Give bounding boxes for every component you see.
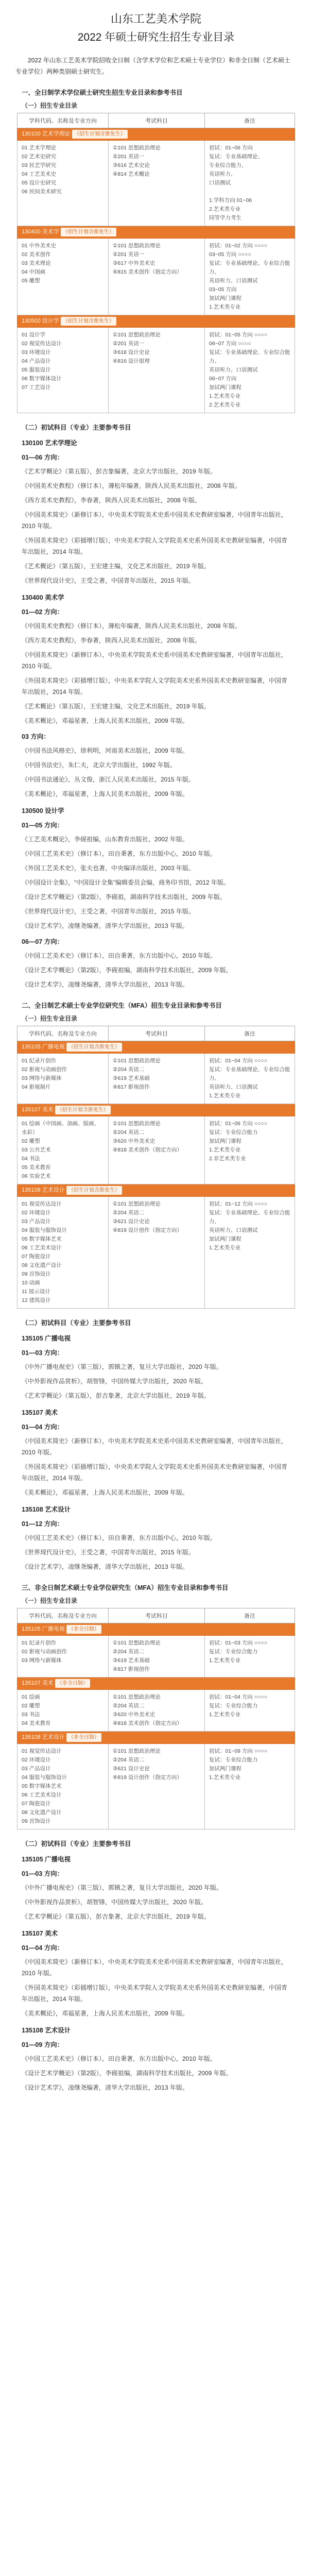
directions-cell: 01 艺术学理论 02 艺术史研究 03 民艺学研究 04 工艺美术史 05 设计史研究 06 民间美术研究 <box>18 141 109 226</box>
reference-book: 《美术概论》，邓福星著，上海人民美术出版社，2009 年版。 <box>22 790 189 798</box>
section-academic <box>11 88 301 990</box>
notes-cell: 初试：01~06 方向 复试：专业基础理论、 专业综合能力、 英语听力、 口语测试 1.学科方向 01~06 2.艺术类专业 同等学力考生 <box>205 141 295 226</box>
reference-book: 《设计艺术学》，凌继尧编著，清华大学出版社，2013 年版。 <box>22 981 189 988</box>
discipline-band-row <box>18 128 295 141</box>
table-header-row <box>18 1026 295 1041</box>
reference-book: 《中国书法风格史》，徐利明，河南美术出版社，2009 年版。 <box>22 747 189 754</box>
discipline-band <box>18 1732 295 1744</box>
reference-book: 《中外广播电视史》（第三版），郭镇之著，复旦大学出版社，2020 年版。 <box>22 1884 223 1891</box>
discipline-tag: （招生计划含推免生） <box>66 1186 122 1195</box>
reference-book: 《美术概论》，邓福星著，上海人民美术出版社，2009 年版。 <box>22 1489 189 1496</box>
discipline-band-row <box>18 1732 295 1744</box>
direction-label: 01—04 方向： <box>22 1423 64 1431</box>
reference-book: 《中国书法通论》，丛文俊，浙江人民美术出版社，2015 年版。 <box>22 776 195 783</box>
reference-book: 《工艺美术概论》，李砚祖编，山东教育出版社，2002 年版。 <box>22 836 189 843</box>
notes-cell: 初试：01~05 方向 ○○○○ 06~07 方向 ○○○○ 复试：专业基础理论、专业综合能力、 英语听力、口语测试 06~07 方向 加试两门课程 1.艺术类专业 2.艺术类专业 <box>205 328 295 413</box>
reference-book: 《设计艺术学》，凌继尧编著，清华大学出版社，2013 年版。 <box>22 2084 189 2091</box>
table-row <box>18 1197 295 1309</box>
directions-cell: 01 视觉传达设计 02 环境设计 03 产品设计 04 服装与服饰设计 05 数字媒体艺术 06 工艺美术设计 07 陶瓷设计 08 文化遗产设计 09 首饰设计 10 动画 11 展示设计 12 建筑设计 <box>18 1197 109 1309</box>
reference-book: 《中国设计全集》，“中国设计全集”编辑委员会编，商务印书馆，2012 年版。 <box>22 879 230 886</box>
table-row <box>18 239 295 315</box>
catalog-table <box>17 1026 295 1309</box>
discipline-band <box>18 315 295 328</box>
reference-book: 《设计艺术学概论》（第2版），李砚祖编，湖南科学技术出版社，2009 年版。 <box>22 2070 232 2077</box>
discipline-code-name: 135105 广播电视 <box>22 1044 66 1050</box>
direction-label: 01—02 方向： <box>22 608 64 616</box>
exam-subjects-cell: ①101 思想政治理论 ②204 英语二 ③620 中外美术史 ④818 美术创作（指定方向） <box>109 1116 205 1184</box>
notes-cell: 初试：01~06 方向 ○○○○ 复试：专业综合能力 加试两门课程 1.艺术类专业 2.非艺术类专业 <box>205 1116 295 1184</box>
catalog-table <box>17 113 295 413</box>
exam-subjects-cell: ①101 思想政治理论 ②204 英语二 ③619 艺术基础 ④817 影视创作 <box>109 1636 205 1677</box>
column-header: 学科代码、名称及专业方向 <box>18 113 109 128</box>
intro-paragraph: 2022 年山东工艺美术学院招收全日制（含学术学位和艺术硕士专业学位）和非全日制（艺术硕士专业学位）两种类别硕士研究生。 <box>15 57 291 75</box>
directions-cell: 01 视觉传达设计 02 环境设计 03 产品设计 04 服装与服饰设计 05 数字媒体艺术 06 工艺美术设计 07 陶瓷设计 08 文化遗产设计 09 首饰设计 <box>18 1744 109 1829</box>
reference-book: 《中国美术简史》（新修订本），中央美术学院美术史系中国美术史教研室编著，中国青年出版社，2010 年版。 <box>22 511 288 530</box>
directions-cell: 01 中外美术史 02 美术创作 03 美术理论 04 中国画 05 雕塑 <box>18 239 109 315</box>
discipline-band-row <box>18 1677 295 1690</box>
catalog-subheading: （一）招生专业目录 <box>22 1597 78 1604</box>
direction-label: 01—09 方向： <box>22 2041 64 2048</box>
discipline-code: 135108 艺术设计 <box>22 2027 71 2034</box>
discipline-code-name: 135107 美术 <box>22 1680 55 1686</box>
discipline-code: 135105 广播电视 <box>22 1856 71 1863</box>
column-header: 考试科目 <box>109 113 205 128</box>
reference-book: 《中国美术简史》（新修订本），中央美术学院美术史系中国美术史教研室编著，中国青年出版社，2010 年版。 <box>22 651 288 670</box>
discipline-code-name: 135107 美术 <box>22 1107 55 1113</box>
exam-subjects-cell: ①101 思想政治理论 ②204 英语二 ③621 设计史论 ④819 设计创作（指定方向） <box>109 1197 205 1309</box>
column-header: 学科代码、名称及专业方向 <box>18 1608 109 1623</box>
section-heading: 三、非全日制艺术硕士专业学位研究生（MFA）招生专业目录和参考书目 <box>22 1584 229 1591</box>
discipline-code: 135108 艺术设计 <box>22 1506 71 1513</box>
direction-label: 01—12 方向： <box>22 1520 64 1528</box>
discipline-band <box>18 1677 295 1690</box>
section-heading: 一、全日制学术学位硕士研究生招生专业目录和参考书目 <box>22 89 183 96</box>
reference-book: 《中国工艺美术史》（修订本），田自秉著，东方出版中心，2010 年版。 <box>22 1534 217 1541</box>
direction-label: 03 方向： <box>22 733 50 740</box>
discipline-code: 135107 美术 <box>22 1409 58 1416</box>
discipline-tag: （招生计划含推免生） <box>55 1106 111 1114</box>
reference-book: 《艺术学概论》（第五版），彭吉象著，北京大学出版社，2019 年版。 <box>22 1392 211 1399</box>
discipline-band <box>18 226 295 239</box>
table-header-row <box>18 113 295 128</box>
exam-subjects-cell: ①101 思想政治理论 ②201 英语一 ③617 中外美术史 ④815 美术创作（指定方向） <box>109 239 205 315</box>
discipline-band <box>18 128 295 141</box>
discipline-band <box>18 1184 295 1197</box>
discipline-code-name: 135108 艺术设计 <box>22 1187 66 1193</box>
notes-cell: 初试：01~04 方向 ○○○○ 复试：专业基础理论、专业综合能力、 英语听力、口语测试 1.艺术类专业 <box>205 1054 295 1104</box>
discipline-band-row <box>18 1184 295 1197</box>
exam-subjects-cell: ①101 思想政治理论 ②204 英语二 ③620 中外美术史 ④818 美术创作（指定方向） <box>109 1690 205 1732</box>
table-row <box>18 328 295 413</box>
table-header-row <box>18 1608 295 1623</box>
reference-book: 《设计艺术学概论》（第2版），李砚祖，湖南科学技术出版社，2009 年版。 <box>22 893 226 901</box>
reference-book: 《外国美术简史》（彩插增订版），中央美术学院人文学院美术史系外国美术史教研室编著，中国青年出版社，2014 年版。 <box>22 1984 288 2003</box>
exam-subjects-cell: ①101 思想政治理论 ②201 英语一 ③618 设计史论 ④816 设计原理 <box>109 328 205 413</box>
reference-book: 《中国美术史教程》（修订本），薄松年编著，陕西人民美术出版社，2008 年版。 <box>22 622 241 630</box>
table-row <box>18 1116 295 1184</box>
section-mfa-parttime <box>11 1583 301 2093</box>
reference-book: 《中国美术史教程》（修订本），薄松年编著，陕西人民美术出版社，2008 年版。 <box>22 482 241 489</box>
direction-label: 01—03 方向： <box>22 1349 64 1357</box>
notes-cell: 初试：01~02 方向 ○○○○ 03~05 方向 ○○○○ 复试：专业基础理论、专业综合能力、 英语听力、口语测试 03~05 方向 加试两门课程 1.艺术类专业 <box>205 239 295 315</box>
booklist-subheading: （二）初试科目（专业）主要参考书目 <box>22 1319 131 1327</box>
column-header: 考试科目 <box>109 1026 205 1041</box>
directions-cell: 01 设计学 02 视觉传达设计 03 环境设计 04 产品设计 05 服装设计 06 数字媒体设计 07 工艺设计 <box>18 328 109 413</box>
discipline-code-name: 130500 设计学 <box>22 318 61 324</box>
column-header: 学科代码、名称及专业方向 <box>18 1026 109 1041</box>
discipline-code-name: 130100 艺术学理论 <box>22 131 72 137</box>
notes-cell: 初试：01~12 方向 ○○○○ 复试：专业基础理论、专业综合能力、 英语听力、口语测试 加试两门课程 1.艺术类专业 <box>205 1197 295 1309</box>
discipline-band-row <box>18 1041 295 1054</box>
reference-book: 《美术概论》，邓福星著，上海人民美术出版社，2009 年版。 <box>22 717 189 724</box>
catalog-subheading: （一）招生专业目录 <box>22 1015 78 1022</box>
discipline-band <box>18 1104 295 1116</box>
reference-book: 《中国书法史》，朱仁夫，北京大学出版社，1992 年版。 <box>22 761 177 769</box>
table-row <box>18 1744 295 1829</box>
reference-book: 《西方美术史教程》，李春著，陕西人民美术出版社，2008 年版。 <box>22 497 201 504</box>
reference-book: 《外国美术简史》（彩插增订版），中央美术学院人文学院美术史系外国美术史教研室编著，中国青年出版社，2014 年版。 <box>22 537 288 555</box>
discipline-band-row <box>18 315 295 328</box>
table-row <box>18 1054 295 1104</box>
booklist-subheading: （二）初试科目（专业）主要参考书目 <box>22 1840 131 1848</box>
reference-book: 《中国美术简史》（新修订本），中央美术学院美术史系中国美术史教研室编著，中国青年出版社，2010 年版。 <box>22 1958 288 1977</box>
direction-label: 06—07 方向： <box>22 938 64 945</box>
discipline-band-row <box>18 1104 295 1116</box>
reference-book: 《西方美术史教程》，李春著，陕西人民美术出版社，2008 年版。 <box>22 637 201 644</box>
discipline-code: 135105 广播电视 <box>22 1335 71 1342</box>
discipline-tag: （招生计划含推免生） <box>72 130 128 139</box>
catalog-table <box>17 1608 295 1829</box>
exam-subjects-cell: ①101 思想政治理论 ②204 英语二 ③621 设计史论 ④819 设计创作（指定方向） <box>109 1744 205 1829</box>
direction-label: 01—03 方向： <box>22 1870 64 1877</box>
discipline-tag: （招生计划含推免生） <box>61 317 116 326</box>
reference-book: 《美术概论》，邓福星著，上海人民美术出版社，2009 年版。 <box>22 2010 189 2017</box>
reference-book: 《外国美术简史》（彩插增订版），中央美术学院人文学院美术史系外国美术史教研室编著，中国青年出版社，2014 年版。 <box>22 1463 288 1482</box>
reference-book: 《中国工艺美术史》（修订本），田自秉著，东方出版中心，2010 年版。 <box>22 2055 217 2062</box>
reference-book: 《中国美术简史》（新修订本），中央美术学院美术史系中国美术史教研室编著，中国青年出版社，2010 年版。 <box>22 1437 288 1456</box>
discipline-code: 130400 美术学 <box>22 594 64 601</box>
directions-cell: 01 绘画 02 雕塑 03 书法 04 美术教育 <box>18 1690 109 1732</box>
reference-book: 《艺术学概论》（第五版），彭吉象著，北京大学出版社，2019 年版。 <box>22 1913 211 1920</box>
reference-book: 《中外影视作品赏析》，胡智锋，中国传媒大学出版社，2020 年版。 <box>22 1378 207 1385</box>
school-title: 山东工艺美术学院 <box>110 12 201 25</box>
discipline-code: 130500 设计学 <box>22 807 64 815</box>
discipline-band <box>18 1623 295 1636</box>
direction-label: 01—06 方向： <box>22 454 64 461</box>
column-header: 考试科目 <box>109 1608 205 1623</box>
section-mfa-fulltime <box>11 1001 301 1572</box>
direction-label: 01—05 方向： <box>22 822 64 829</box>
discipline-code: 130100 艺术学理论 <box>22 439 77 447</box>
reference-book: 《设计艺术学》，凌继尧编著，清华大学出版社，2013 年版。 <box>22 922 189 929</box>
reference-book: 《设计艺术学》，凌继尧编著，清华大学出版社，2013 年版。 <box>22 1563 189 1570</box>
reference-book: 《中外广播电视史》（第三版），郭镇之著，复旦大学出版社，2020 年版。 <box>22 1363 223 1370</box>
directions-cell: 01 绘画（中国画、油画、版画、水彩） 02 雕塑 03 公共艺术 04 书法 05 美术教育 06 实验艺术 <box>18 1116 109 1184</box>
reference-book: 《外国美术简史》（彩插增订版），中央美术学院人文学院美术史系外国美术史教研室编著，中国青年出版社，2014 年版。 <box>22 677 288 696</box>
reference-book: 《世界现代设计史》，王受之著，中国青年出版社，2015 年版。 <box>22 577 195 584</box>
notes-cell: 初试：01~04 方向 ○○○○ 复试：专业综合能力 1.艺术类专业 <box>205 1690 295 1732</box>
reference-book: 《艺术学概论》（第五版），彭吉象编著，北京大学出版社，2019 年版。 <box>22 468 217 475</box>
reference-book: 《世界现代设计史》，王受之著，中国青年出版社，2015 年版。 <box>22 908 195 915</box>
table-row <box>18 141 295 226</box>
reference-book: 《中外影视作品赏析》，胡智锋，中国传媒大学出版社，2020 年版。 <box>22 1899 207 1906</box>
column-header: 备注 <box>205 113 295 128</box>
table-row <box>18 1690 295 1732</box>
catalog-title: 2022 年硕士研究生招生专业目录 <box>77 31 235 43</box>
exam-subjects-cell: ①101 思想政治理论 ②201 英语一 ③616 艺术史论 ④814 艺术概论 <box>109 141 205 226</box>
column-header: 备注 <box>205 1608 295 1623</box>
discipline-band-row <box>18 226 295 239</box>
discipline-tag: （招生计划含推免生） <box>66 1043 122 1052</box>
discipline-tag: （非全日制） <box>55 1679 90 1688</box>
section-heading: 二、全日制艺术硕士专业学位研究生（MFA）招生专业目录和参考书目 <box>22 1002 222 1009</box>
discipline-tag: （招生计划含推免生） <box>61 228 116 236</box>
table-row <box>18 1636 295 1677</box>
catalog-subheading: （一）招生专业目录 <box>22 102 78 109</box>
discipline-tag: （非全日制） <box>66 1625 101 1634</box>
reference-book: 《外国工艺美术史》，张夫也著，中央编译出版社，2003 年版。 <box>22 865 195 872</box>
reference-book: 《中国工艺美术史》（修订本），田自秉著，东方出版中心，2010 年版。 <box>22 850 217 857</box>
notes-cell: 初试：01~03 方向 ○○○○ 复试：专业综合能力 1.艺术类专业 <box>205 1636 295 1677</box>
column-header: 备注 <box>205 1026 295 1041</box>
notes-cell: 初试：01~09 方向 ○○○○ 复试：专业综合能力 加试两门课程 1.艺术类专业 <box>205 1744 295 1829</box>
booklist-subheading: （二）初试科目（专业）主要参考书目 <box>22 424 131 431</box>
discipline-tag: （非全日制） <box>66 1733 101 1742</box>
direction-label: 01—04 方向： <box>22 1944 64 1952</box>
discipline-band <box>18 1041 295 1054</box>
discipline-code: 135107 美术 <box>22 1930 58 1937</box>
reference-book: 《中国工艺美术史》（修订本），田自秉著，东方出版中心，2010 年版。 <box>22 952 217 959</box>
discipline-code-name: 130400 美术学 <box>22 229 61 235</box>
exam-subjects-cell: ①101 思想政治理论 ②204 英语二 ③619 艺术基础 ④817 影视创作 <box>109 1054 205 1104</box>
reference-book: 《艺术概论》（第五版），王宏建主编，文化艺术出版社，2019 年版。 <box>22 703 211 710</box>
discipline-band-row <box>18 1623 295 1636</box>
directions-cell: 01 纪录片创作 02 影视与动画创作 03 网络与新媒体 04 影视制片 <box>18 1054 109 1104</box>
reference-book: 《设计艺术学概论》（第2版），李砚祖编，湖南科学技术出版社，2009 年版。 <box>22 967 232 974</box>
directions-cell: 01 纪录片创作 02 影视与动画创作 03 网络与新媒体 <box>18 1636 109 1677</box>
discipline-code-name: 135105 广播电视 <box>22 1626 66 1632</box>
discipline-code-name: 135108 艺术设计 <box>22 1734 66 1740</box>
reference-book: 《世界现代设计史》，王受之著，中国青年出版社，2015 年版。 <box>22 1549 195 1556</box>
reference-book: 《艺术概论》（第五版），王宏建主编，文化艺术出版社，2019 年版。 <box>22 563 211 570</box>
